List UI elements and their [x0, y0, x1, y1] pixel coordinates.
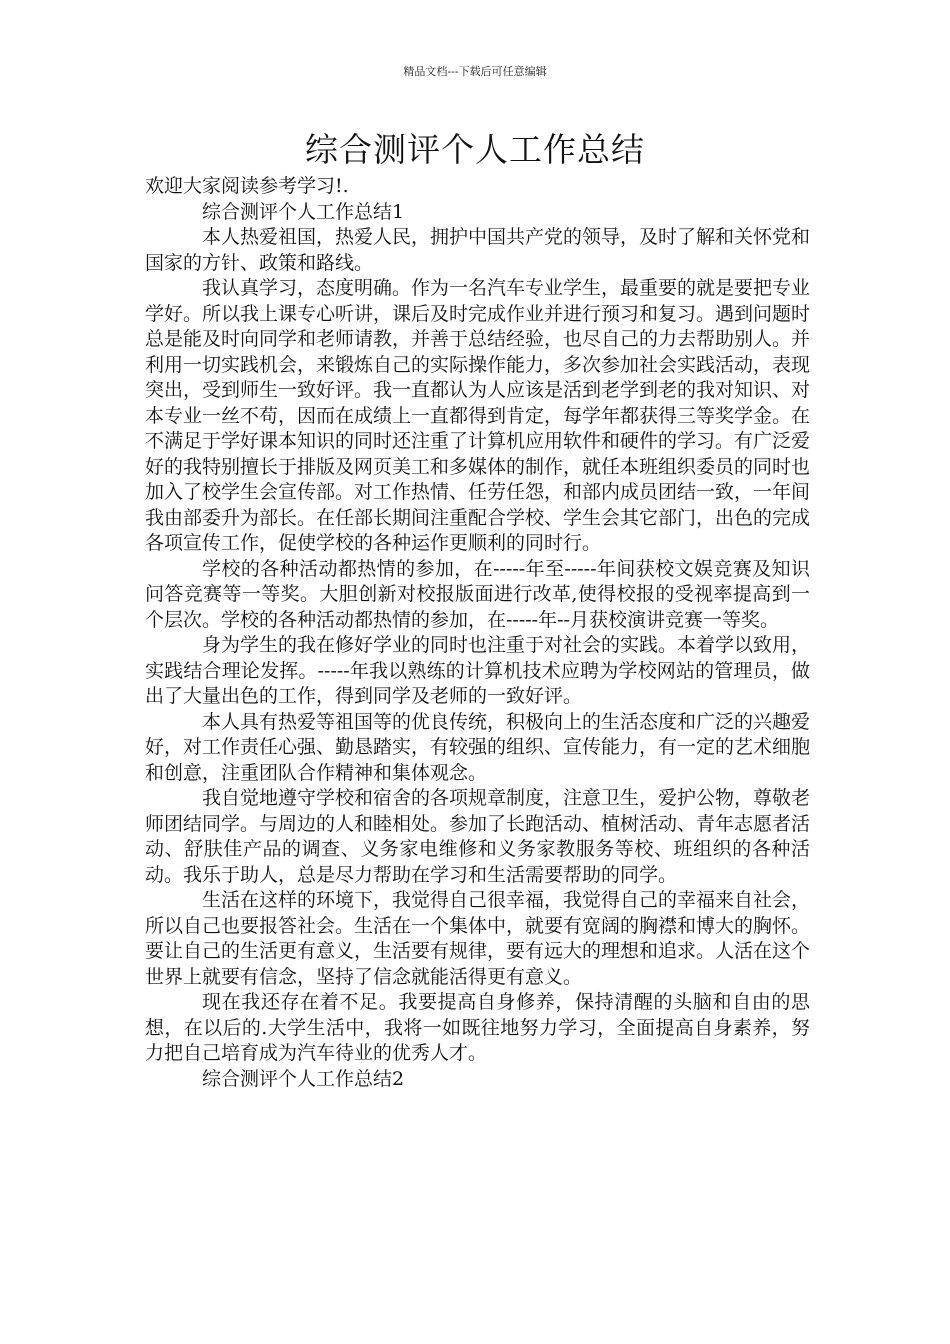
section-heading-1: 综合测评个人工作总结1 [202, 200, 405, 223]
paragraph: 学校的各种活动都热情的参加，在-----年至-----年间获校文娱竞赛及知识问答竞赛等一等奖。大胆创新对校报版面进行改革,使得校报的受视率提高到一个层次。学校的各种活动都热情的参加，在-----年--月获校演讲竞赛一等奖。 [145, 557, 810, 631]
paragraph: 生活在这样的环境下，我觉得自己很幸福，我觉得自己的幸福来自社会，所以自己也要报答社会。生活在一个集体中，就要有宽阔的胸襟和博大的胸怀。要让自己的生活更有意义，生活要有规律，要有远大的理想和追求。人活在这个世界上就要有信念，坚持了信念就能活得更有意义。 [145, 889, 811, 988]
paragraph: 我认真学习，态度明确。作为一名汽车专业学生，最重要的就是要把专业学好。所以我上课专心听讲，课后及时完成作业并进行预习和复习。遇到问题时总是能及时向同学和老师请教，并善于总结经验，也尽自己的力去帮助别人。并利用一切实践机会，来锻炼自己的实际操作能力，多次参加社会实践活动，表现突出，受到师生一致好评。我一直都认为人应该是活到老学到老的我对知识、对本专业一丝不苟，因而在成绩上一直都得到肯定，每学年都获得三等奖学金。在不满足于学好课本知识的同时还注重了计算机应用软件和硬件的学习。有广泛爱好的我特别擅长于排版及网页美工和多媒体的制作，就任本班组织委员的同时也加入了校学生会宣传部。对工作热情、任劳任怨，和部内成员团结一致，一年间我由部委升为部长。在任部长期间注重配合学校、学生会其它部门，出色的完成各项宣传工作，促使学校的各种运作更顺利的同时行。 [145, 277, 811, 554]
document-title: 综合测评个人工作总结 [305, 130, 645, 169]
document-body [145, 174, 810, 1092]
paragraph: 身为学生的我在修好学业的同时也注重于对社会的实践。本着学以致用，实践结合理论发挥。-----年我以熟练的计算机技术应聘为学校网站的管理员，做出了大量出色的工作，得到同学及老师的一致好评。 [145, 634, 811, 707]
intro-line: 欢迎大家阅读参考学习!. [145, 175, 349, 197]
section-heading-2: 综合测评个人工作总结2 [202, 1067, 405, 1090]
paragraph: 本人具有热爱等祖国等的优良传统，积极向上的生活态度和广泛的兴趣爱好，对工作责任心强、勤恳踏实，有较强的组织、宣传能力，有一定的艺术细胞和创意，注重团队合作精神和集体观念。 [145, 710, 811, 784]
paragraph: 本人热爱祖国，热爱人民，拥护中国共产党的领导，及时了解和关怀党和国家的方针、政策和路线。 [145, 226, 811, 274]
paragraph: 我自觉地遵守学校和宿舍的各项规章制度，注意卫生，爱护公物，尊敬老师团结同学。与周边的人和睦相处。参加了长跑活动、植树活动、青年志愿者活动、舒肤佳产品的调查、义务家电维修和义务家教服务等校、班组织的各种活动。我乐于助人，总是尽力帮助在学习和生活需要帮助的同学。 [145, 787, 811, 886]
paragraph: 现在我还存在着不足。我要提高自身修养，保持清醒的头脑和自由的思想，在以后的.大学生活中，我将一如既往地努力学习，全面提高自身素养，努力把自己培育成为汽车待业的优秀人才。 [145, 991, 810, 1064]
header-note: 精品文档---下载后可任意编辑 [403, 65, 547, 78]
